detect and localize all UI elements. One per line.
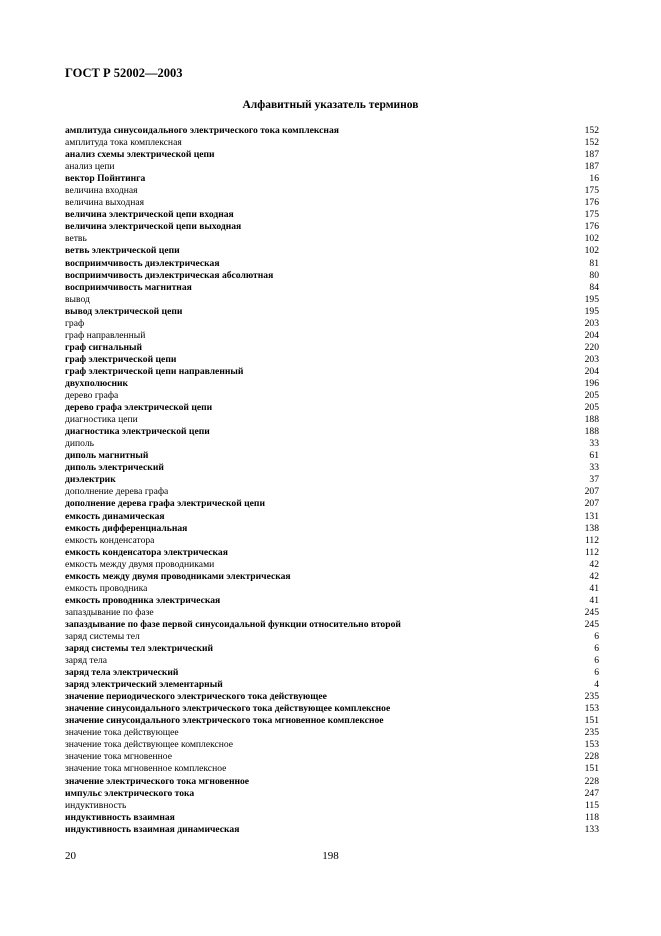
index-entry-page: 115 <box>584 799 599 811</box>
index-entry-term: ветвь электрической цепи <box>65 245 180 257</box>
index-entry-page: 133 <box>584 823 599 835</box>
index-entry-term: значение тока действующее <box>65 727 179 739</box>
index-entry <box>65 306 599 318</box>
index-entry-term: величина электрической цепи выходная <box>65 221 242 233</box>
index-entry-page: 176 <box>584 221 599 233</box>
index-entry-term: граф <box>65 317 85 329</box>
index-entry-term: вывод <box>65 293 90 305</box>
index-entry <box>65 185 599 197</box>
index-entry-term: диагностика электрической цепи <box>65 426 210 438</box>
index-entry-term: значение тока мгновенное комплексное <box>65 763 227 775</box>
index-entry <box>65 354 599 366</box>
index-entry <box>65 498 599 510</box>
index-entry <box>65 245 599 257</box>
index-entry <box>65 715 599 727</box>
index-entry-term: дерево графа электрической цепи <box>65 402 213 414</box>
index-entry <box>65 607 599 619</box>
index-entry <box>65 547 599 559</box>
index-entry-term: индуктивность взаимная <box>65 811 175 823</box>
index-entry-term: дополнение дерева графа электрической цепи <box>65 498 265 510</box>
index-entry <box>65 402 599 414</box>
index-entry-page: 203 <box>584 317 599 329</box>
index-entry-page: 151 <box>584 715 599 727</box>
index-entry-page: 151 <box>584 763 599 775</box>
index-entry-term: восприимчивость диэлектрическая <box>65 257 220 269</box>
index-entry-term: емкость конденсатора электрическая <box>65 546 228 558</box>
index-entry <box>65 667 599 679</box>
index-entry-page: 152 <box>584 137 599 149</box>
index-entry-page: 207 <box>584 498 599 510</box>
index-entry <box>65 571 599 583</box>
index-entry-term: емкость между двумя проводниками <box>65 558 215 570</box>
index-entry-page: 175 <box>584 209 599 221</box>
index-entry-page: 205 <box>584 390 599 402</box>
index-entry-term: ветвь <box>65 233 87 245</box>
index-entry <box>65 450 599 462</box>
index-entry-page: 81 <box>589 257 599 269</box>
index-entry-term: запаздывание по фазе первой синусоидальной функции относительно второй <box>65 618 401 630</box>
index-entry-page: 245 <box>584 618 599 630</box>
index-entry <box>65 294 599 306</box>
index-entry-term: емкость проводника электрическая <box>65 594 221 606</box>
index-entry <box>65 727 599 739</box>
index-entry <box>65 583 599 595</box>
index-entry-term: величина выходная <box>65 197 145 209</box>
index-entry <box>65 270 599 282</box>
index-entry <box>65 523 599 535</box>
index-entry <box>65 559 599 571</box>
index-entry-page: 6 <box>594 667 599 679</box>
index-entry-page: 176 <box>584 197 599 209</box>
index-entry-page: 153 <box>584 703 599 715</box>
document-code: ГОСТ Р 52002—2003 <box>65 66 183 80</box>
index-entry-page: 80 <box>589 269 599 281</box>
index-entry-term: величина электрической цепи входная <box>65 209 234 221</box>
index-entry-term: емкость дифференциальная <box>65 522 188 534</box>
index-entry <box>65 318 599 330</box>
index-entry-page: 112 <box>584 534 599 546</box>
index-entry-term: диполь электрический <box>65 462 164 474</box>
index-entry <box>65 691 599 703</box>
index-entry <box>65 474 599 486</box>
index-entry-page: 153 <box>584 739 599 751</box>
index-entry <box>65 595 599 607</box>
index-entry-term: емкость динамическая <box>65 510 165 522</box>
index-entry-term: дерево графа <box>65 390 119 402</box>
index-entry <box>65 511 599 523</box>
index-entry-term: восприимчивость диэлектрическая абсолютная <box>65 269 274 281</box>
index-entry-term: заряд системы тел электрический <box>65 643 214 655</box>
index-entry-page: 33 <box>589 462 599 474</box>
index-entry-term: анализ цепи <box>65 161 115 173</box>
index-entry-term: емкость конденсатора <box>65 534 155 546</box>
index-entry-term: импульс электрического тока <box>65 787 195 799</box>
index-entry-page: 112 <box>584 546 599 558</box>
index-entry-page: 203 <box>584 353 599 365</box>
page-number-left: 20 <box>65 850 76 862</box>
index-entry-page: 42 <box>589 570 599 582</box>
index-entry <box>65 812 599 824</box>
index-entry-page: 220 <box>584 341 599 353</box>
index-entry-page: 41 <box>589 582 599 594</box>
index-entry-page: 205 <box>584 402 599 414</box>
index-entry-term: заряд тела <box>65 655 108 667</box>
index-entry <box>65 221 599 233</box>
index-entry <box>65 438 599 450</box>
index-entry-term: амплитуда синусоидального электрического тока комплексная <box>65 125 339 136</box>
index-entry-page: 41 <box>589 594 599 606</box>
index-entry-page: 195 <box>584 293 599 305</box>
index-entry-term: диэлектрик <box>65 474 116 486</box>
index-entry-term: граф электрической цепи <box>65 353 177 365</box>
index-entry <box>65 643 599 655</box>
index-entry-page: 204 <box>584 329 599 341</box>
index-entry <box>65 330 599 342</box>
index-entry <box>65 535 599 547</box>
index-entry-term: граф направленный <box>65 329 146 341</box>
index-entry <box>65 378 599 390</box>
index-entry <box>65 751 599 763</box>
index-entry-term: емкость проводника <box>65 582 148 594</box>
index-entry-term: значение периодического электрического тока действующее <box>65 691 327 703</box>
index-entry-term: граф электрической цепи направленный <box>65 365 244 377</box>
index-entry-page: 152 <box>584 125 599 136</box>
index-entry <box>65 282 599 294</box>
index-entry-page: 245 <box>584 606 599 618</box>
index-entry-page: 84 <box>589 281 599 293</box>
index-entry-term: диполь <box>65 438 94 450</box>
index-entry-page: 118 <box>584 811 599 823</box>
index-entries-list <box>65 125 599 836</box>
index-entry-page: 61 <box>589 450 599 462</box>
index-entry-page: 102 <box>584 245 599 257</box>
index-entry-term: значение синусоидального электрического тока действующее комплексное <box>65 703 391 715</box>
index-entry-term: граф сигнальный <box>65 341 143 353</box>
index-entry <box>65 258 599 270</box>
index-entry <box>65 739 599 751</box>
index-entry-page: 102 <box>584 233 599 245</box>
index-entry <box>65 414 599 426</box>
index-entry-term: значение электрического тока мгновенное <box>65 775 250 787</box>
index-entry <box>65 655 599 667</box>
index-entry <box>65 342 599 354</box>
index-entry <box>65 703 599 715</box>
index-entry-term: заряд тела электрический <box>65 667 179 679</box>
index-entry-term: двухполюсник <box>65 377 129 389</box>
index-entry <box>65 137 599 149</box>
index-entry-page: 235 <box>584 727 599 739</box>
index-entry <box>65 631 599 643</box>
index-entry <box>65 426 599 438</box>
index-entry-page: 6 <box>594 630 599 642</box>
index-entry-page: 33 <box>589 438 599 450</box>
index-entry-term: индуктивность взаимная динамическая <box>65 823 240 835</box>
index-entry-term: значение тока действующее комплексное <box>65 739 234 751</box>
page-number-center: 198 <box>322 850 339 862</box>
index-entry-term: амплитуда тока комплексная <box>65 137 182 149</box>
index-entry-page: 16 <box>589 173 599 185</box>
index-entry-page: 37 <box>589 474 599 486</box>
index-entry-term: анализ схемы электрической цепи <box>65 149 215 161</box>
index-entry-term: вывод электрической цепи <box>65 305 183 317</box>
index-entry <box>65 462 599 474</box>
index-entry <box>65 679 599 691</box>
index-entry <box>65 788 599 800</box>
index-entry-page: 204 <box>584 365 599 377</box>
index-entry <box>65 366 599 378</box>
index-entry-term: вектор Пойнтинга <box>65 173 146 185</box>
index-entry <box>65 619 599 631</box>
index-entry-page: 228 <box>584 751 599 763</box>
index-entry-page: 138 <box>584 522 599 534</box>
index-entry <box>65 125 599 137</box>
index-entry-page: 6 <box>594 643 599 655</box>
index-entry-page: 6 <box>594 655 599 667</box>
index-entry-page: 4 <box>594 679 599 691</box>
index-entry-term: заряд электрический элементарный <box>65 679 223 691</box>
index-entry <box>65 197 599 209</box>
index-entry-page: 196 <box>584 377 599 389</box>
index-entry-page: 207 <box>584 486 599 498</box>
index-entry-page: 188 <box>584 414 599 426</box>
index-entry-term: величина входная <box>65 185 138 197</box>
index-entry <box>65 776 599 788</box>
index-entry-page: 187 <box>584 161 599 173</box>
index-entry <box>65 173 599 185</box>
index-entry-page: 187 <box>584 149 599 161</box>
index-entry-term: диполь магнитный <box>65 450 149 462</box>
index-entry-page: 131 <box>584 510 599 522</box>
index-entry <box>65 233 599 245</box>
index-entry-term: значение тока мгновенное <box>65 751 172 763</box>
index-entry-term: диагностика цепи <box>65 414 138 426</box>
index-entry <box>65 390 599 402</box>
index-entry-term: емкость между двумя проводниками электрическая <box>65 570 291 582</box>
index-entry <box>65 486 599 498</box>
index-entry-page: 42 <box>589 558 599 570</box>
index-entry <box>65 800 599 812</box>
index-entry <box>65 161 599 173</box>
index-entry-page: 228 <box>584 775 599 787</box>
index-heading: Алфавитный указатель терминов <box>242 99 419 111</box>
index-entry <box>65 149 599 161</box>
index-entry-term: дополнение дерева графа <box>65 486 169 498</box>
index-entry-page: 188 <box>584 426 599 438</box>
index-entry <box>65 824 599 836</box>
index-entry-term: заряд системы тел <box>65 630 140 642</box>
index-entry-page: 175 <box>584 185 599 197</box>
index-entry-page: 235 <box>584 691 599 703</box>
index-entry <box>65 763 599 775</box>
index-entry-term: запаздывание по фазе <box>65 606 154 618</box>
index-entry-page: 195 <box>584 305 599 317</box>
index-entry-term: восприимчивость магнитная <box>65 281 192 293</box>
index-entry-term: индуктивность <box>65 799 127 811</box>
index-entry-page: 247 <box>584 787 599 799</box>
index-entry-term: значение синусоидального электрического тока мгновенное комплексное <box>65 715 384 727</box>
index-entry <box>65 209 599 221</box>
